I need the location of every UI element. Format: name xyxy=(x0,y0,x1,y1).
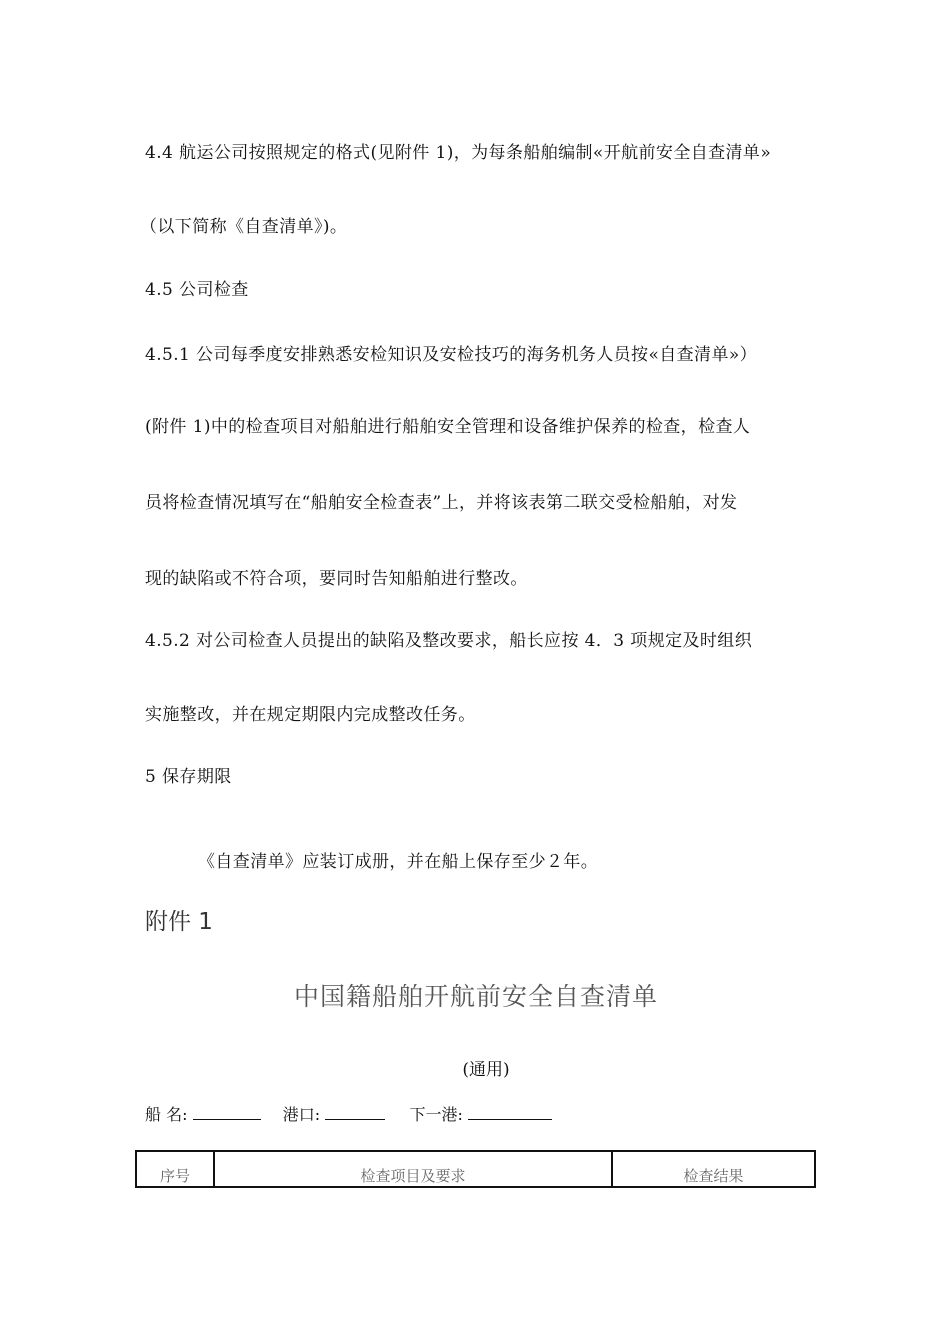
port-label: 港口: xyxy=(282,1105,321,1124)
attachment-label: 附件 1 xyxy=(145,909,213,935)
paragraph-4-5-1-cont-1: (附件 1)中的检查项目对船舶进行船舶安全管理和设备维护保养的检查，检查人 xyxy=(145,417,751,437)
next-port-label: 下一港: xyxy=(409,1105,463,1124)
paragraph-4-5-1-cont-3: 现的缺陷或不符合项，要同时告知船舶进行整改。 xyxy=(145,569,528,589)
col-header-result: 检查结果 xyxy=(612,1151,815,1187)
heading-4-5: 4.5 公司检查 xyxy=(145,280,249,300)
paragraph-4-5-2-cont: 实施整改，并在规定期限内完成整改任务。 xyxy=(145,705,476,725)
checklist-title: 中国籍船舶开航前安全自查清单 xyxy=(293,982,658,1011)
paragraph-4-5-2: 4.5.2 对公司检查人员提出的缺陷及整改要求，船长应按 4．3 项规定及时组织 xyxy=(145,631,753,651)
paragraph-4-4: 4.4 航运公司按照规定的格式(见附件 1)，为每条船舶编制«开航前安全自查清单» xyxy=(145,143,772,163)
port-blank xyxy=(325,1107,385,1120)
paragraph-5-body: 《自查清单》应装订成册，并在船上保存至少２年。 xyxy=(198,852,599,872)
checklist-subtitle: (通用) xyxy=(462,1060,510,1080)
paragraph-4-5-1: 4.5.1 公司每季度安排熟悉安检知识及安检技巧的海务机务人员按«自查清单»） xyxy=(145,345,758,365)
next-port-blank xyxy=(468,1107,552,1120)
ship-name-blank xyxy=(193,1107,261,1120)
col-header-items: 检查项目及要求 xyxy=(214,1151,612,1187)
checklist-table-header-row xyxy=(136,1151,815,1187)
heading-5: 5 保存期限 xyxy=(145,767,232,787)
col-header-index: 序号 xyxy=(136,1151,214,1187)
paragraph-4-4-cont: （以下简称《自查清单》)。 xyxy=(140,217,348,237)
ship-name-label: 船 名: xyxy=(145,1105,188,1124)
paragraph-4-5-1-cont-2: 员将检查情况填写在“船舶安全检查表”上，并将该表第二联交受检船舶，对发 xyxy=(145,493,738,513)
checklist-table xyxy=(135,1150,816,1188)
checklist-fields xyxy=(145,1102,552,1125)
